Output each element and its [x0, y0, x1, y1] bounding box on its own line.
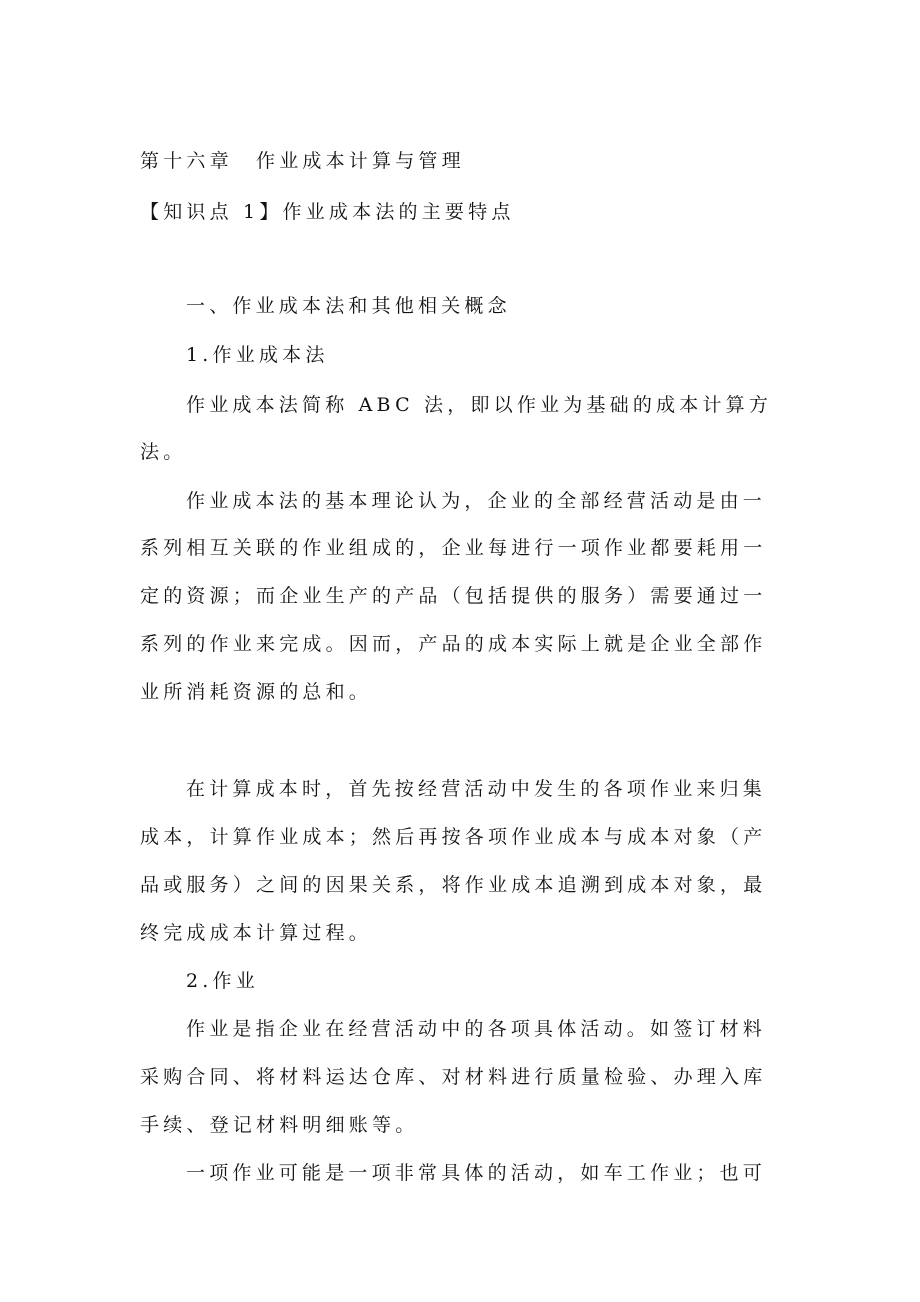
chapter-title: 第十六章 作业成本计算与管理	[140, 150, 465, 172]
paragraph-line: 手续、登记材料明细账等。	[140, 1114, 419, 1136]
paragraph-line: 成本，计算作业成本；然后再按各项作业成本与成本对象（产	[140, 826, 767, 848]
knowledge-point-title: 【知识点 1】作业成本法的主要特点	[140, 201, 515, 223]
paragraph-line: 系列的作业来完成。因而，产品的成本实际上就是企业全部作	[140, 633, 767, 655]
paragraph-line: 终完成成本计算过程。	[140, 922, 373, 944]
paragraph-line: 在计算成本时，首先按经营活动中发生的各项作业来归集	[186, 778, 767, 800]
paragraph-line: 采购合同、将材料运达仓库、对材料进行质量检验、办理入库	[140, 1066, 767, 1088]
paragraph-line: 业所消耗资源的总和。	[140, 681, 373, 703]
paragraph-line: 作业是指企业在经营活动中的各项具体活动。如签订材料	[186, 1018, 767, 1040]
paragraph-line: 法。	[140, 441, 187, 463]
paragraph-line: 作业成本法简称 ABC 法，即以作业为基础的成本计算方	[186, 394, 773, 416]
paragraph-line: 一项作业可能是一项非常具体的活动，如车工作业；也可	[186, 1162, 767, 1184]
paragraph-line: 定的资源；而企业生产的产品（包括提供的服务）需要通过一	[140, 585, 767, 607]
subsection-heading: 2.作业	[186, 970, 259, 992]
section-heading: 一、作业成本法和其他相关概念	[186, 295, 511, 317]
paragraph-line: 系列相互关联的作业组成的，企业每进行一项作业都要耗用一	[140, 537, 767, 559]
subsection-heading: 1.作业成本法	[186, 344, 329, 366]
paragraph-line: 作业成本法的基本理论认为，企业的全部经营活动是由一	[186, 490, 767, 512]
paragraph-line: 品或服务）之间的因果关系，将作业成本追溯到成本对象，最	[140, 874, 767, 896]
